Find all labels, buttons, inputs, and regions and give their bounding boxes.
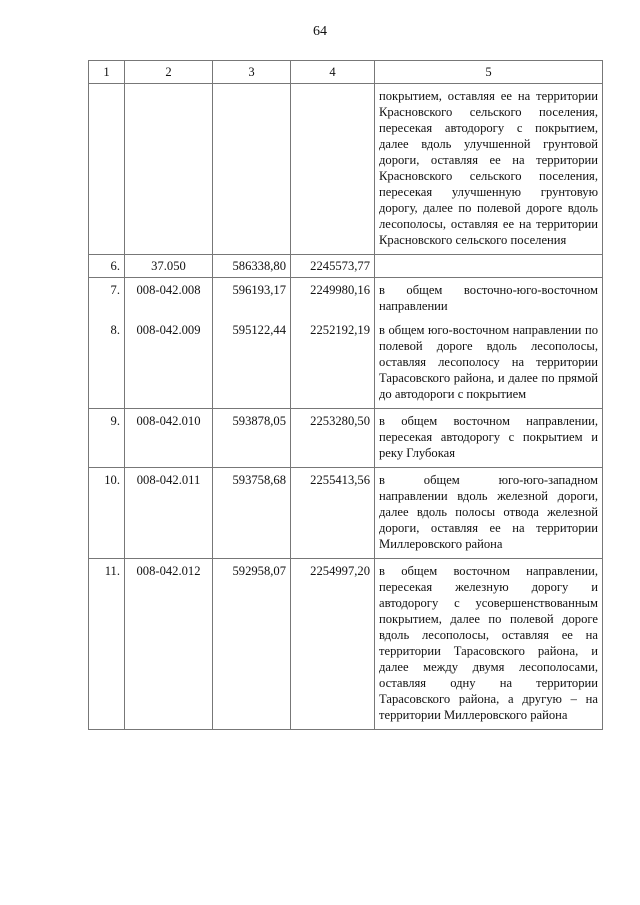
column-header-5: 5 — [375, 61, 603, 84]
table-row — [89, 468, 603, 559]
point-code: 008-042.009 — [125, 320, 213, 409]
coordinate-x: 592958,07 — [213, 559, 291, 730]
coordinate-y — [291, 84, 375, 255]
point-code — [125, 84, 213, 255]
column-header-1: 1 — [89, 61, 125, 84]
coordinate-y: 2252192,19 — [291, 320, 375, 409]
boundary-description: в общем восточном направлении, пересекая железную дорогу и автодорогу с усовершенствованным покрытием, далее по полевой дороге вдоль лесополосы, оставляя ее на территории Тарасовского района, и далее между двумя лесополосами, оставляя одну на территории Тарасовского района, а другую – на территории Миллеровского района — [375, 559, 603, 730]
coordinate-x — [213, 84, 291, 255]
point-number — [89, 84, 125, 255]
point-number: 9. — [89, 409, 125, 468]
table-row — [89, 559, 603, 730]
table-header-row — [89, 61, 603, 84]
column-header-2: 2 — [125, 61, 213, 84]
coordinate-x: 586338,80 — [213, 255, 291, 278]
boundary-description: в общем юго-юго-западном направлении вдоль железной дороги, далее вдоль полосы отвода железной дороги, оставляя ее на территории Миллеровского района — [375, 468, 603, 559]
point-number: 8. — [89, 320, 125, 409]
boundary-description: в общем восточном направлении, пересекая автодорогу с покрытием и реку Глубокая — [375, 409, 603, 468]
table-row — [89, 409, 603, 468]
boundary-points-table — [88, 60, 603, 730]
coordinate-y: 2253280,50 — [291, 409, 375, 468]
coordinate-x: 595122,44 — [213, 320, 291, 409]
boundary-description: в общем восточно-юго-восточном направлении — [375, 278, 603, 321]
table-row — [89, 84, 603, 255]
boundary-description: покрытием, оставляя ее на территории Красновского сельского поселения, пересекая автодорогу с покрытием, далее вдоль улучшенной грунтовой дороги, оставляя ее на территории Красновского сельского поселения, пересекая улучшенную грунтовую дорогу, далее по полевой дороге вдоль лесополосы, оставляя ее на территории Красновского сельского поселения — [375, 84, 603, 255]
point-number: 10. — [89, 468, 125, 559]
coordinate-x: 596193,17 — [213, 278, 291, 321]
table-row — [89, 320, 603, 409]
page-number: 64 — [313, 24, 327, 39]
coordinate-y: 2254997,20 — [291, 559, 375, 730]
column-header-3: 3 — [213, 61, 291, 84]
column-header-4: 4 — [291, 61, 375, 84]
table-row — [89, 278, 603, 321]
point-number: 6. — [89, 255, 125, 278]
point-code: 008-042.010 — [125, 409, 213, 468]
boundary-description: в общем юго-восточном направлении по полевой дороге вдоль лесополосы, оставляя лесополосу на территории Тарасовского района, и далее по прямой до автодороги с покрытием — [375, 320, 603, 409]
point-number: 7. — [89, 278, 125, 321]
coordinate-x: 593758,68 — [213, 468, 291, 559]
coordinate-y: 2245573,77 — [291, 255, 375, 278]
coordinate-y: 2255413,56 — [291, 468, 375, 559]
point-code: 008-042.011 — [125, 468, 213, 559]
boundary-description — [375, 255, 603, 278]
point-code: 008-042.008 — [125, 278, 213, 321]
point-number: 11. — [89, 559, 125, 730]
coordinate-x: 593878,05 — [213, 409, 291, 468]
table-row — [89, 255, 603, 278]
point-code: 008-042.012 — [125, 559, 213, 730]
coordinate-y: 2249980,16 — [291, 278, 375, 321]
point-code: 37.050 — [125, 255, 213, 278]
